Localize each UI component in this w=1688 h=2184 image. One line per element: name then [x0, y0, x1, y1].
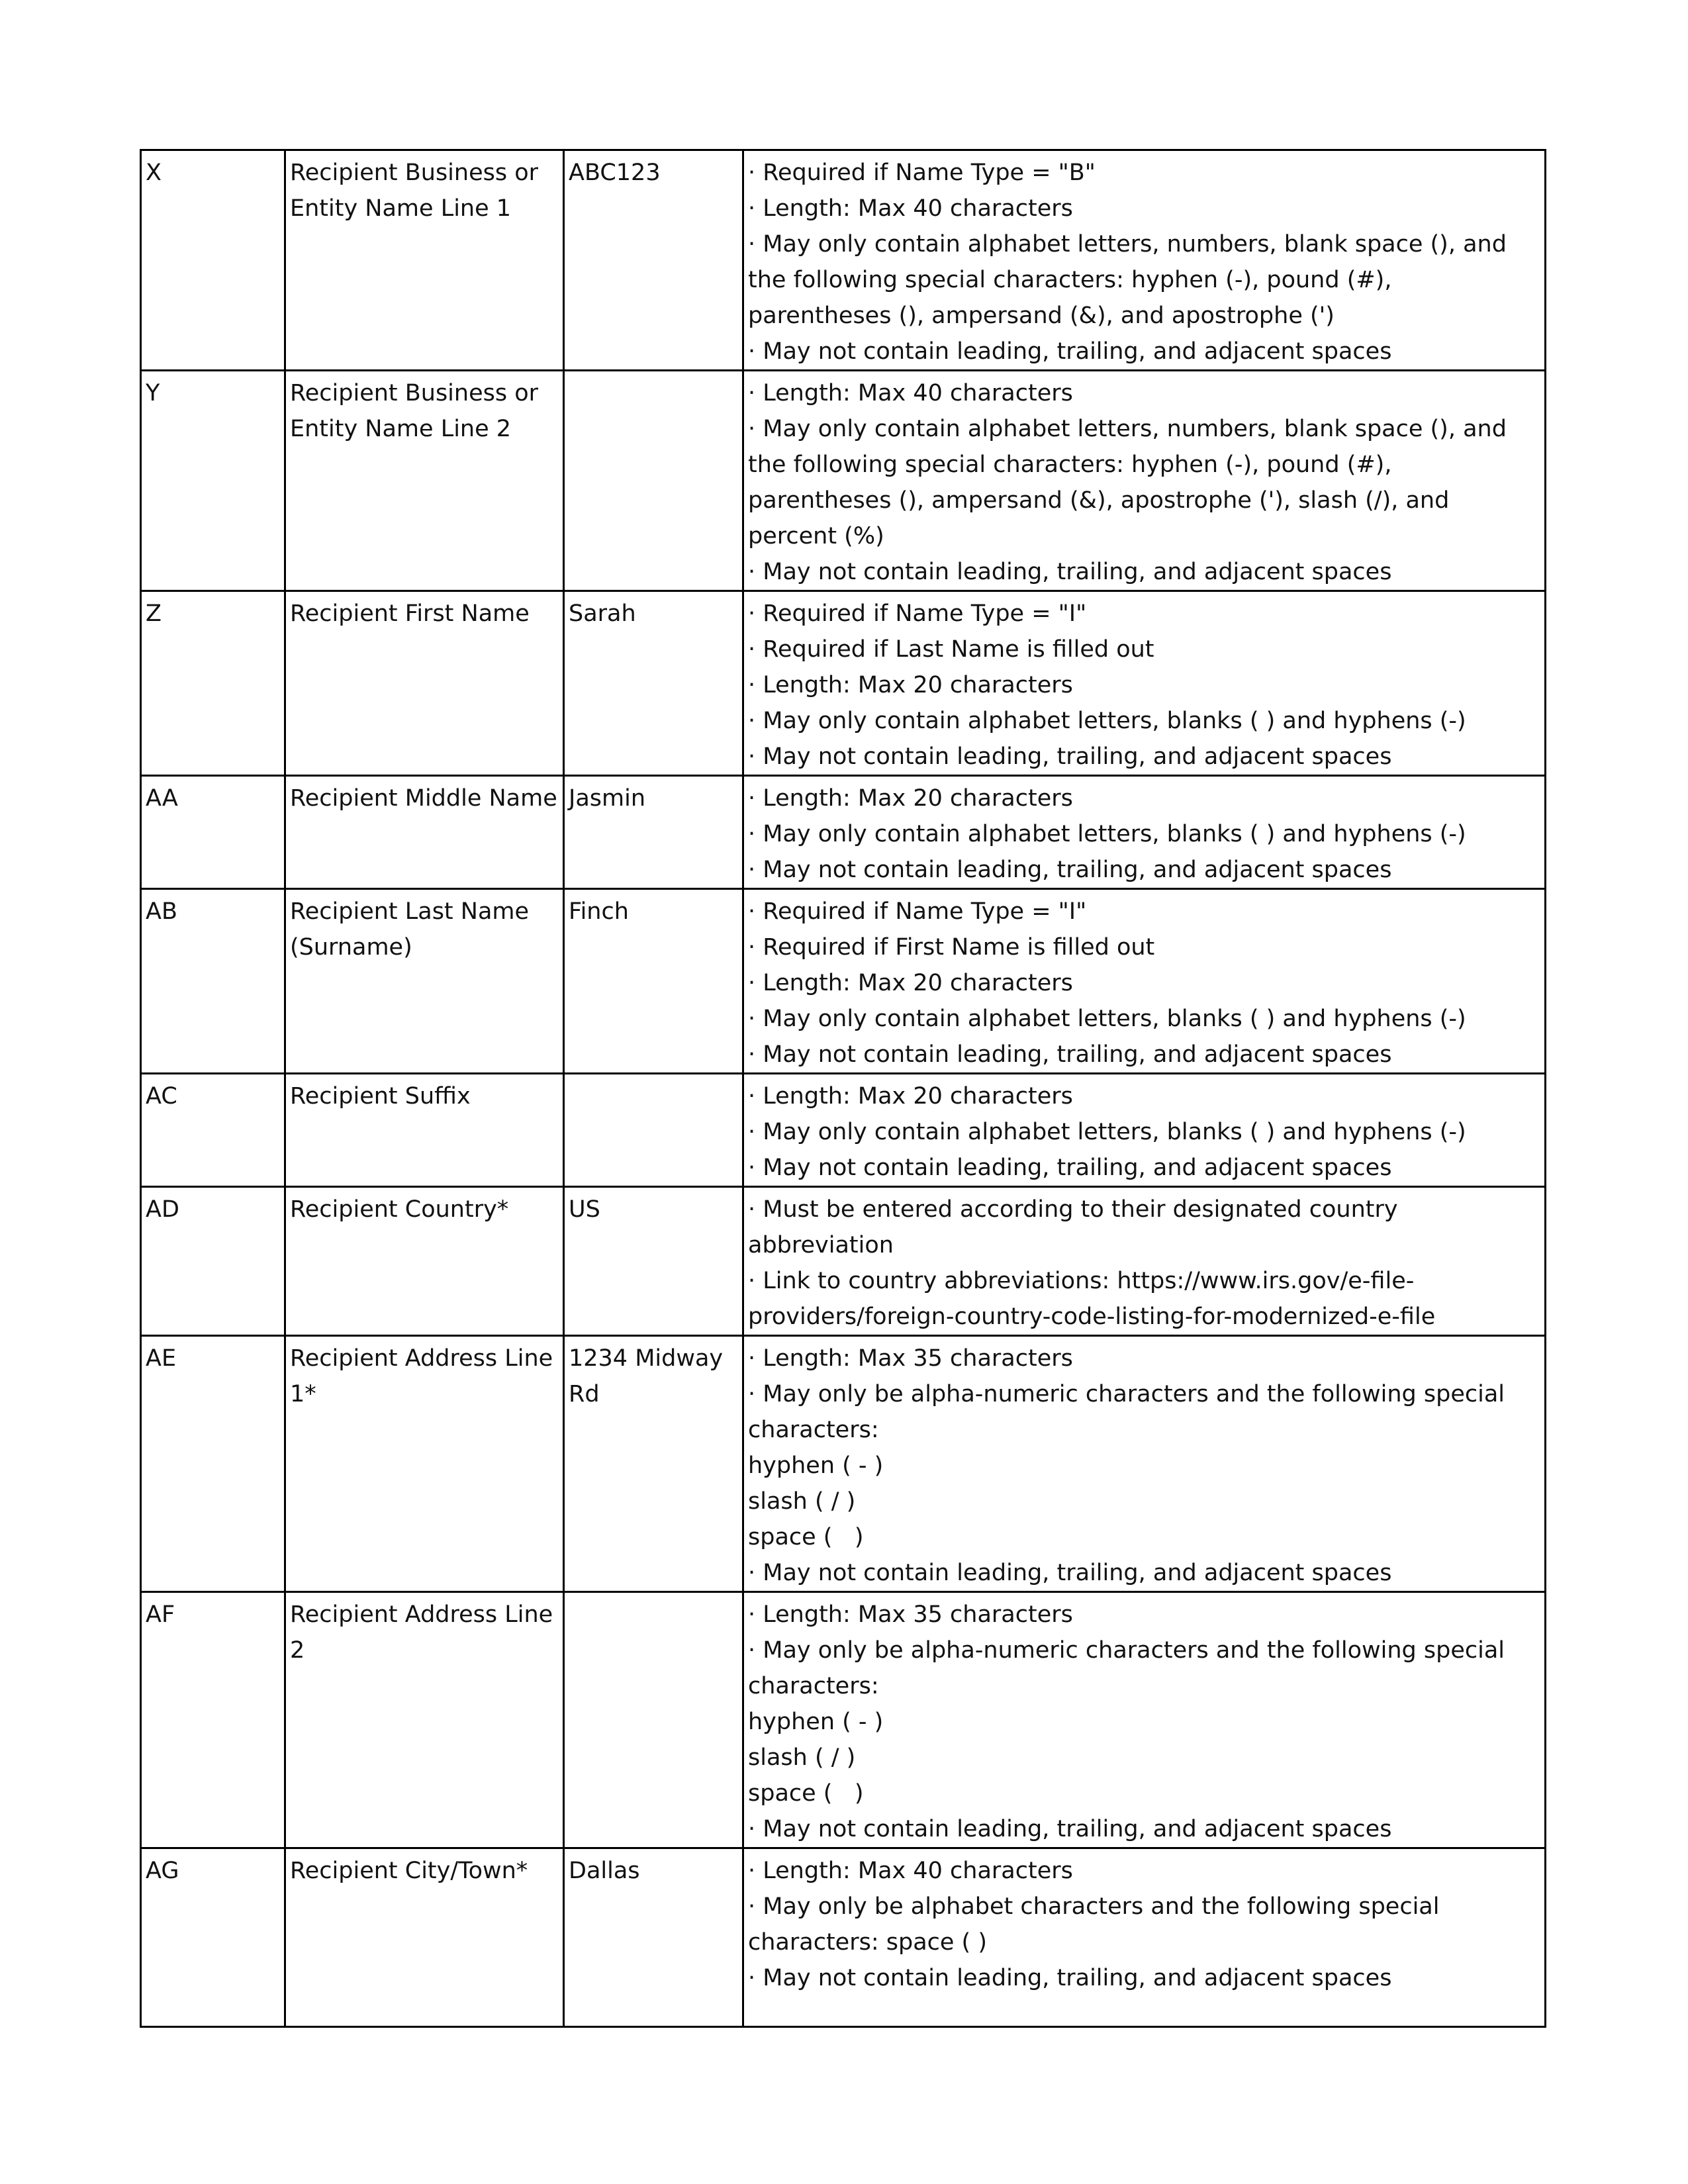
sample-value-cell: [564, 1074, 743, 1187]
sample-value-cell: Finch: [564, 889, 743, 1074]
rule-line: · Length: Max 20 characters: [748, 785, 1073, 812]
table-row: [141, 889, 1546, 1074]
rules-cell: [743, 591, 1546, 776]
rule-line: · May only be alphabet characters and the following special characters: space ( ): [748, 1893, 1447, 1956]
rule-line: · Length: Max 40 characters: [748, 195, 1073, 222]
rules-cell: [743, 371, 1546, 591]
rule-line: · Length: Max 20 characters: [748, 672, 1073, 698]
rule-line: · May only contain alphabet letters, blanks ( ) and hyphens (-): [748, 1006, 1466, 1032]
rule-line: · Length: Max 20 characters: [748, 970, 1073, 996]
field-name-cell: Recipient Suffix: [285, 1074, 564, 1187]
rule-line: · May not contain leading, trailing, and adjacent spaces: [748, 1560, 1392, 1586]
table-row: [141, 591, 1546, 776]
rules-cell: [743, 1336, 1546, 1592]
rule-line: · May only contain alphabet letters, numbers, blank space (), and the following special characters: hyphen (-), pound (#), parentheses (), ampersand (&), apostrophe ('), slash (/), and percent (%): [748, 416, 1515, 549]
rule-line: · May not contain leading, trailing, and adjacent spaces: [748, 559, 1392, 585]
rule-line: · Must be entered according to their designated country abbreviation: [748, 1196, 1405, 1258]
column-letter-cell: AE: [141, 1336, 285, 1592]
field-name-cell: Recipient Country*: [285, 1187, 564, 1336]
table-row: [141, 776, 1546, 889]
sample-value-cell: [564, 371, 743, 591]
rule-line: · Link to country abbreviations: https://www.irs.gov/e-file-providers/foreign-country-code-listing-for-modernized-e-file: [748, 1268, 1436, 1330]
column-letter-cell: AD: [141, 1187, 285, 1336]
field-name-cell: Recipient Last Name (Surname): [285, 889, 564, 1074]
rules-cell: [743, 889, 1546, 1074]
column-letter-cell: Y: [141, 371, 285, 591]
column-letter-cell: AG: [141, 1848, 285, 2027]
table-body: [141, 150, 1546, 2027]
column-letter-cell: AF: [141, 1592, 285, 1848]
rule-line: · Length: Max 20 characters: [748, 1083, 1073, 1110]
rules-cell: [743, 1848, 1546, 2027]
table-row: [141, 1592, 1546, 1848]
rule-line: · May only contain alphabet letters, numbers, blank space (), and the following special characters: hyphen (-), pound (#), parentheses (), ampersand (&), and apostrophe ('): [748, 231, 1515, 329]
field-name-cell: Recipient City/Town*: [285, 1848, 564, 2027]
sample-value-cell: 1234 Midway Rd: [564, 1336, 743, 1592]
rules-cell: [743, 1074, 1546, 1187]
table-row: [141, 150, 1546, 371]
rule-line: · May not contain leading, trailing, and adjacent spaces: [748, 1041, 1392, 1068]
sample-value-cell: [564, 1592, 743, 1848]
rule-line: · Length: Max 40 characters: [748, 380, 1073, 406]
field-name-cell: Recipient Business or Entity Name Line 1: [285, 150, 564, 371]
rules-cell: [743, 776, 1546, 889]
sample-value-cell: ABC123: [564, 150, 743, 371]
rule-line: slash ( / ): [748, 1744, 856, 1771]
rules-cell: [743, 150, 1546, 371]
rule-line: · Required if Name Type = "I": [748, 600, 1087, 627]
rule-line: · Required if First Name is filled out: [748, 934, 1155, 961]
rule-line: · Required if Name Type = "B": [748, 160, 1096, 186]
field-name-cell: Recipient Middle Name: [285, 776, 564, 889]
column-letter-cell: AC: [141, 1074, 285, 1187]
rule-line: · Required if Name Type = "I": [748, 898, 1087, 925]
table-row: [141, 1336, 1546, 1592]
rules-cell: [743, 1187, 1546, 1336]
rule-line: · May not contain leading, trailing, and adjacent spaces: [748, 857, 1392, 883]
column-letter-cell: Z: [141, 591, 285, 776]
rule-line: · May only contain alphabet letters, blanks ( ) and hyphens (-): [748, 708, 1466, 734]
rule-line: · May not contain leading, trailing, and adjacent spaces: [748, 338, 1392, 365]
table-row: [141, 1187, 1546, 1336]
column-letter-cell: AB: [141, 889, 285, 1074]
rules-cell: [743, 1592, 1546, 1848]
sample-value-cell: Dallas: [564, 1848, 743, 2027]
sample-value-cell: Sarah: [564, 591, 743, 776]
rule-line: · May only be alpha-numeric characters and the following special characters:: [748, 1637, 1513, 1699]
sample-value-cell: US: [564, 1187, 743, 1336]
rule-line: hyphen ( - ): [748, 1709, 884, 1735]
rule-line: · May not contain leading, trailing, and adjacent spaces: [748, 1816, 1392, 1842]
field-name-cell: Recipient Address Line 2: [285, 1592, 564, 1848]
field-spec-table: [140, 149, 1546, 2028]
rule-line: · May only contain alphabet letters, blanks ( ) and hyphens (-): [748, 821, 1466, 847]
field-name-cell: Recipient First Name: [285, 591, 564, 776]
rule-line: · May only contain alphabet letters, blanks ( ) and hyphens (-): [748, 1119, 1466, 1145]
rule-line: space ( ): [748, 1780, 864, 1807]
rule-line: · May not contain leading, trailing, and adjacent spaces: [748, 1155, 1392, 1181]
column-letter-cell: AA: [141, 776, 285, 889]
rule-line: · Length: Max 35 characters: [748, 1345, 1073, 1372]
rule-line: · Length: Max 35 characters: [748, 1601, 1073, 1628]
rule-line: · May not contain leading, trailing, and adjacent spaces: [748, 1965, 1392, 1991]
field-name-cell: Recipient Address Line 1*: [285, 1336, 564, 1592]
column-letter-cell: X: [141, 150, 285, 371]
rule-line: slash ( / ): [748, 1488, 856, 1515]
rule-line: space ( ): [748, 1524, 864, 1550]
field-name-cell: Recipient Business or Entity Name Line 2: [285, 371, 564, 591]
rule-line: · Length: Max 40 characters: [748, 1858, 1073, 1884]
sample-value-cell: Jasmin: [564, 776, 743, 889]
rule-line: · May only be alpha-numeric characters and the following special characters:: [748, 1381, 1513, 1443]
rule-line: · May not contain leading, trailing, and adjacent spaces: [748, 743, 1392, 770]
table-row: [141, 1074, 1546, 1187]
rule-line: · Required if Last Name is filled out: [748, 636, 1154, 663]
table-row: [141, 371, 1546, 591]
table-row: [141, 1848, 1546, 2027]
rule-line: hyphen ( - ): [748, 1452, 884, 1479]
